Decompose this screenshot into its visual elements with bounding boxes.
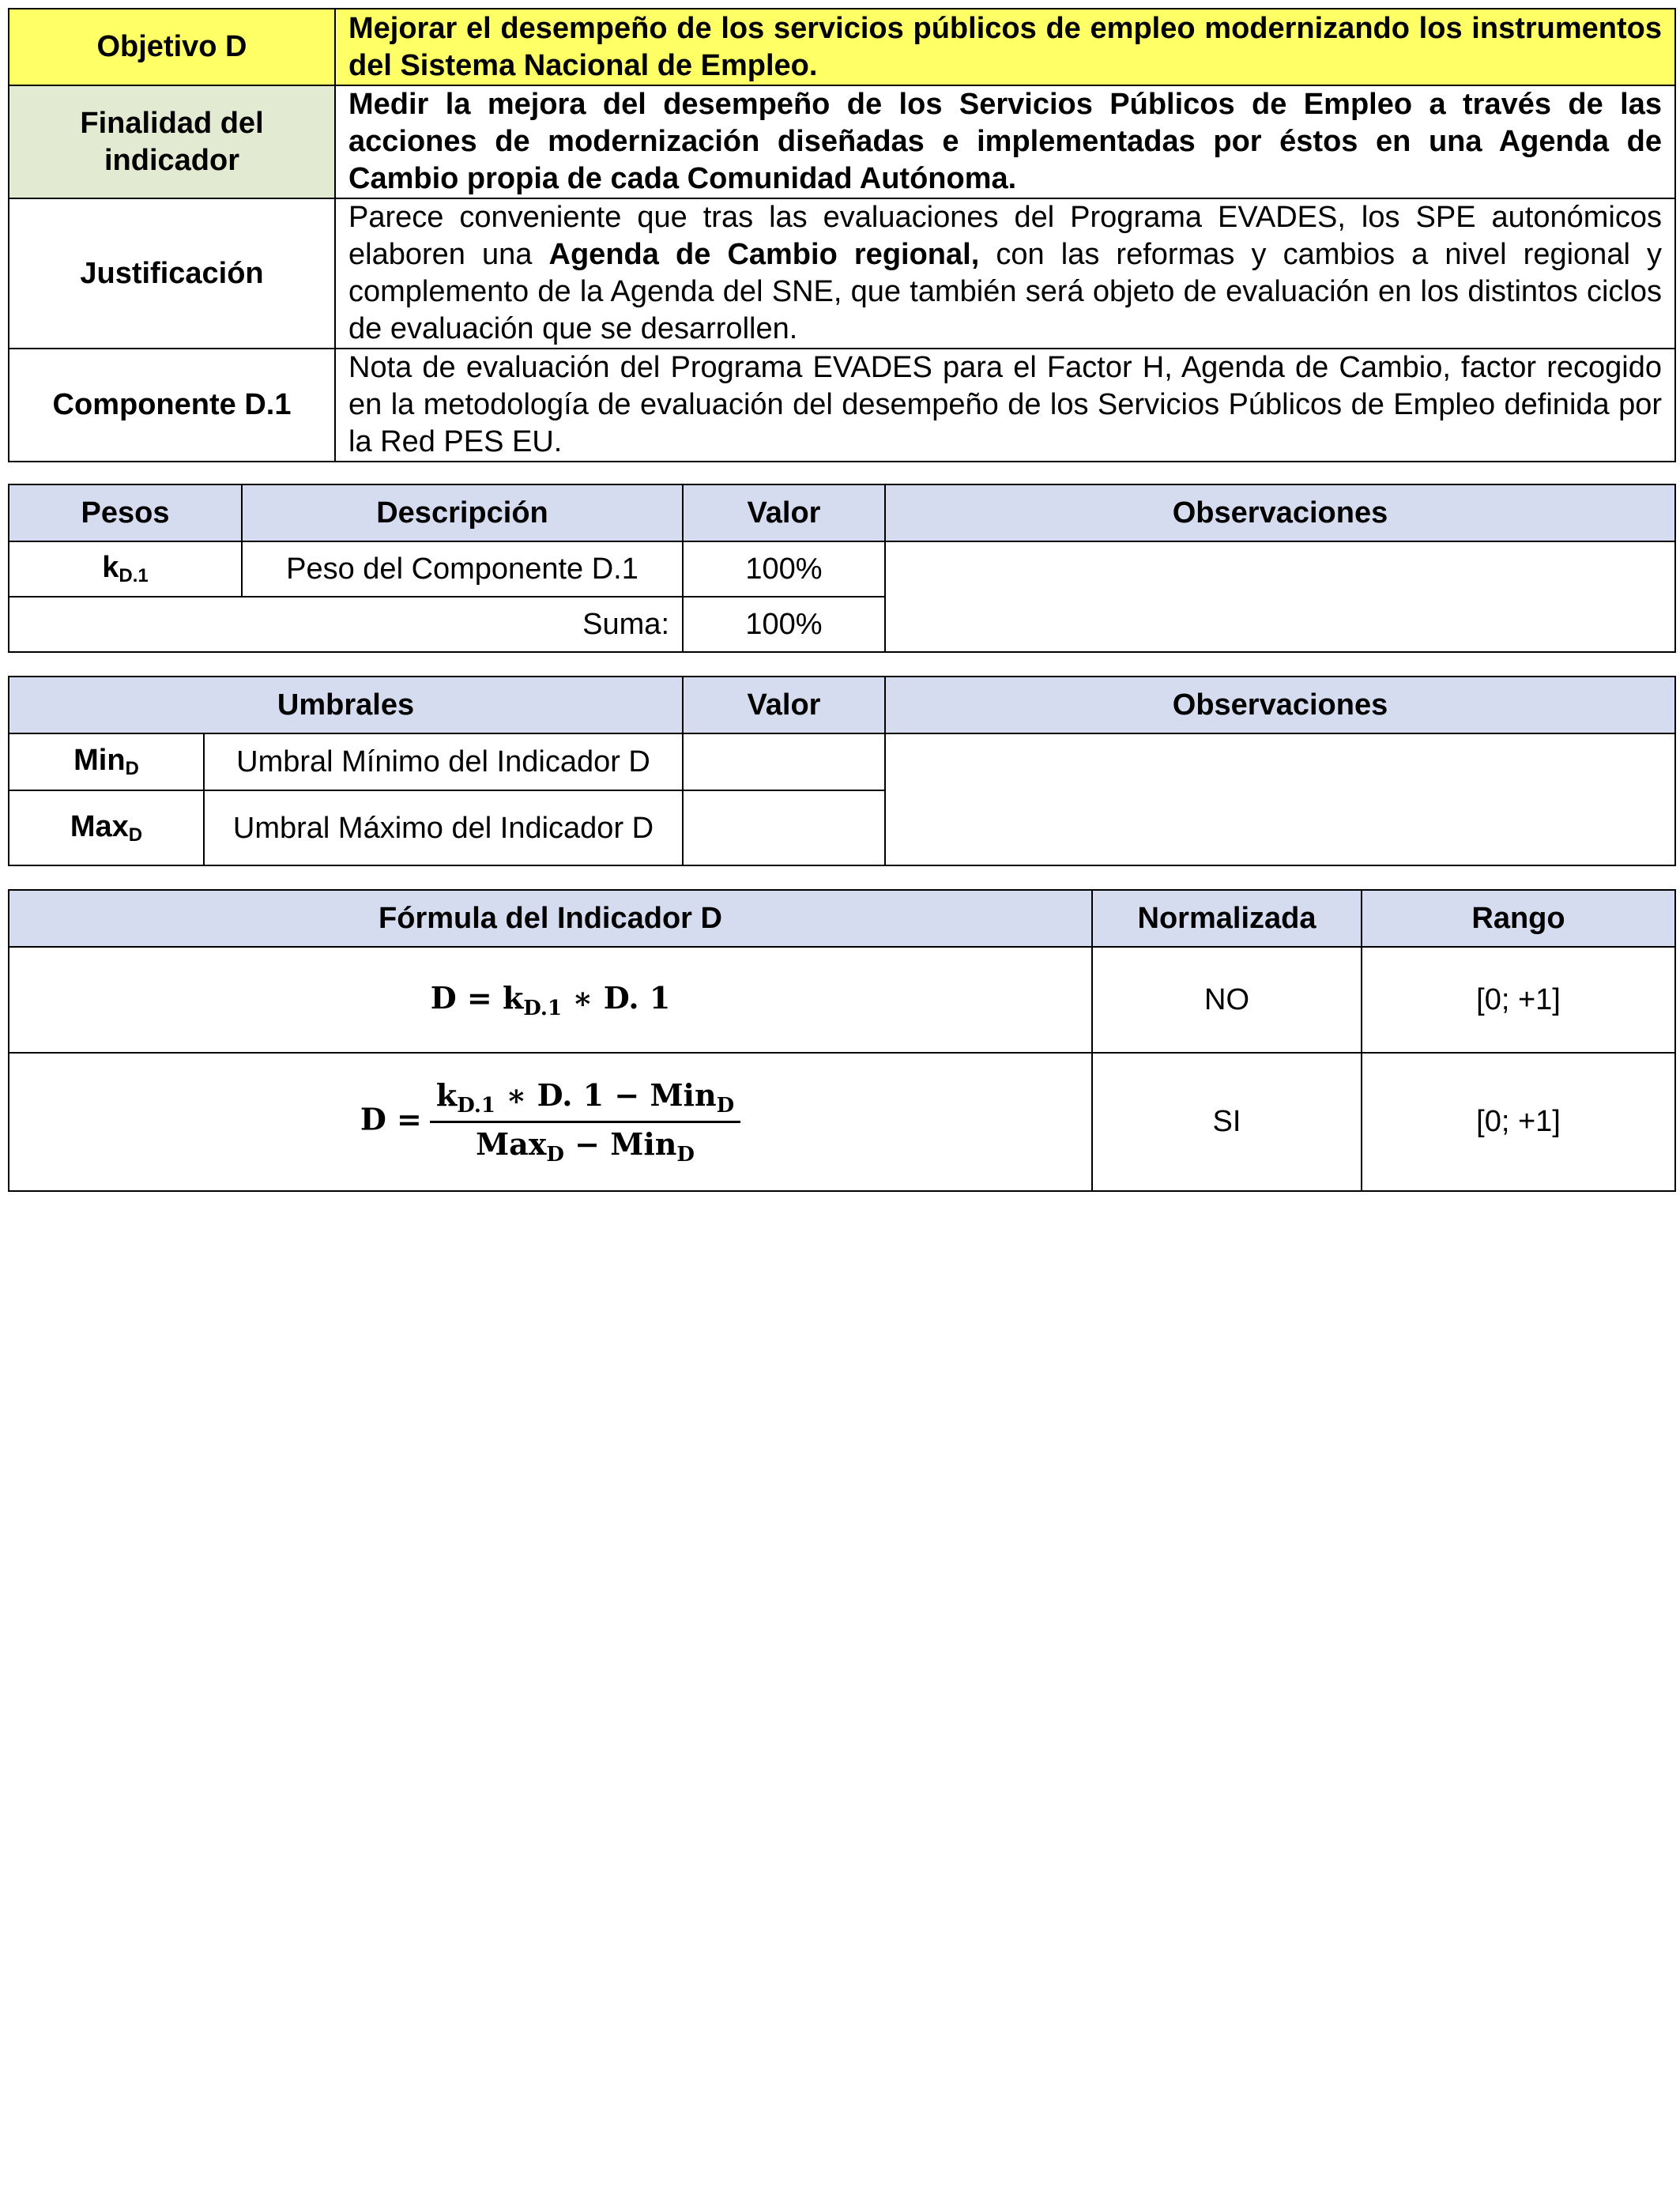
formula-normalized-rango: [0; +1] <box>1362 1053 1675 1191</box>
valor-header: Valor <box>683 484 885 541</box>
peso-valor: 100% <box>683 541 885 597</box>
objetivo-text: Mejorar el desempeño de los servicios públicos de empleo modernizando los instrumentos del Sistema Nacional de Empleo. <box>335 9 1675 85</box>
indicator-description-table <box>8 8 1676 462</box>
finalidad-text: Medir la mejora del desempeño de los Servicios Públicos de Empleo a través de las acciones de modernización diseñadas e implementadas por éstos en una Agenda de Cambio propia de cada Comunidad Autónoma. <box>335 85 1675 198</box>
umbrales-valor-header: Valor <box>683 677 885 733</box>
justificacion-label: Justificación <box>9 198 335 349</box>
max-valor <box>683 790 885 865</box>
finalidad-label: Finalidad del indicador <box>9 85 335 198</box>
componente-text: Nota de evaluación del Programa EVADES para el Factor H, Agenda de Cambio, factor recogido en la metodología de evaluación del desempeño de los Servicios Públicos de Empleo definida por la Red PES EU. <box>335 349 1675 462</box>
rango-header: Rango <box>1362 890 1675 947</box>
formula-normalized-normalizada: SI <box>1092 1053 1362 1191</box>
pesos-table <box>8 484 1676 653</box>
umbrales-table <box>8 676 1676 866</box>
umbrales-header: Umbrales <box>9 677 683 733</box>
min-descripcion: Umbral Mínimo del Indicador D <box>204 733 683 790</box>
formula-simple-rango: [0; +1] <box>1362 947 1675 1053</box>
formula-table <box>8 889 1676 1192</box>
umbrales-observaciones-header: Observaciones <box>885 677 1675 733</box>
formula-simple-normalizada: NO <box>1092 947 1362 1053</box>
normalizada-header: Normalizada <box>1092 890 1362 947</box>
peso-symbol: $k_{D.1}$ <box>9 541 242 597</box>
peso-observaciones <box>885 541 1675 652</box>
max-symbol: Max$_D$ <box>9 790 204 865</box>
justificacion-text: Parece conveniente que tras las evaluaciones del Programa EVADES, los SPE autonómicos elaboren una Agenda de Cambio regional, con las reformas y cambios a nivel regional y complemento de la Agenda del SNE, que también será objeto de evaluación en los distintos ciclos de evaluación que se desarrollen. <box>335 198 1675 349</box>
umbrales-observaciones <box>885 733 1675 865</box>
observaciones-header: Observaciones <box>885 484 1675 541</box>
componente-label: Componente D.1 <box>9 349 335 462</box>
suma-valor: 100% <box>683 597 885 652</box>
min-valor <box>683 733 885 790</box>
formula-header: Fórmula del Indicador D <box>9 890 1092 947</box>
formula-simple: $D = k_{D.1}$ ∗ D. 1 <box>9 947 1092 1053</box>
pesos-header: Pesos <box>9 484 242 541</box>
suma-label: Suma: <box>9 597 683 652</box>
min-symbol: Min$_D$ <box>9 733 204 790</box>
max-descripcion: Umbral Máximo del Indicador D <box>204 790 683 865</box>
agenda-cambio-emphasis: Agenda de Cambio regional, <box>548 238 980 271</box>
formula-normalized: D = $\frac{k_{D.1} ∗ D. 1 - Min_D}{Max_D - Min_D}$ <box>9 1053 1092 1191</box>
peso-descripcion: Peso del Componente D.1 <box>242 541 683 597</box>
descripcion-header: Descripción <box>242 484 683 541</box>
objetivo-label: Objetivo D <box>9 9 335 85</box>
